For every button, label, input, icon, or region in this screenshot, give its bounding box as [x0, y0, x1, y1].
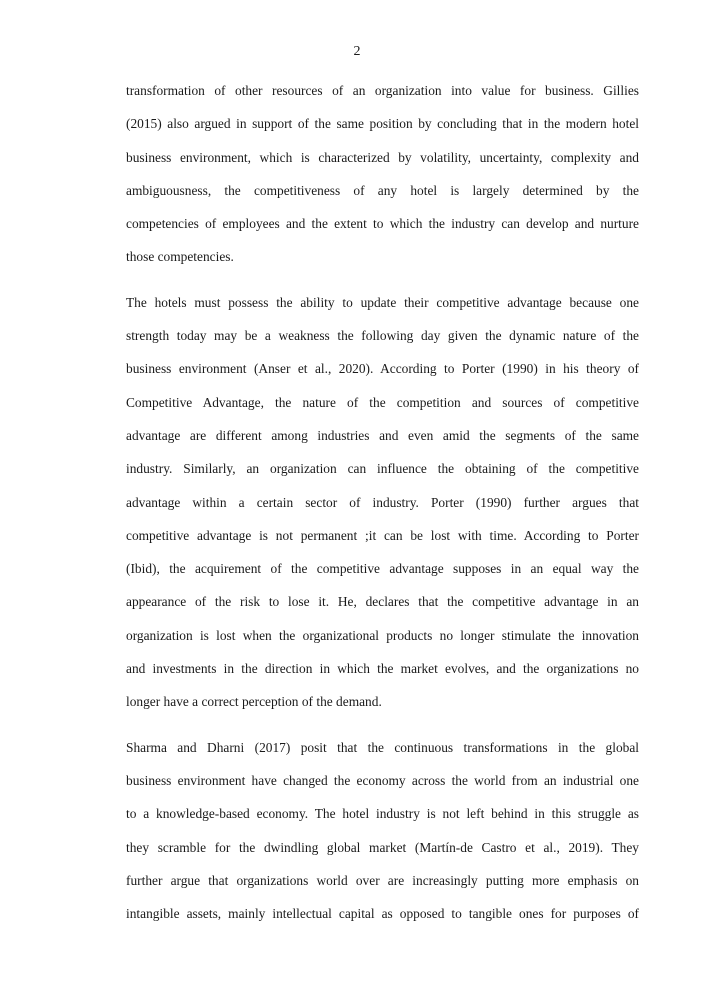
text-line: appearance of the risk to lose it. He, declares that the competitive advantage in an: [126, 594, 639, 610]
text-line: business environment have changed the economy across the world from an industrial one: [126, 772, 639, 788]
text-line: Sharma and Dharni (2017) posit that the continuous transformations in the global: [126, 739, 639, 755]
text-line: business environment (Anser et al., 2020). According to Porter (1990) in his theory of: [126, 361, 639, 377]
text-line: those competencies.: [126, 249, 234, 265]
text-line: Competitive Advantage, the nature of the competition and sources of competitive: [126, 394, 639, 410]
text-line: business environment, which is characterized by volatility, uncertainty, complexity and: [126, 149, 639, 165]
text-line: longer have a correct perception of the demand.: [126, 694, 382, 710]
text-line: they scramble for the dwindling global market (Martín-de Castro et al., 2019). They: [126, 839, 639, 855]
paragraph-2: [126, 290, 639, 723]
text-line: The hotels must possess the ability to update their competitive advantage because one: [126, 294, 639, 310]
document-body: [126, 78, 639, 946]
text-line: (2015) also argued in support of the same position by concluding that in the modern hotel: [126, 116, 639, 132]
paragraph-1: [126, 78, 639, 278]
text-line: advantage are different among industries and even amid the segments of the same: [126, 427, 639, 443]
text-line: ambiguousness, the competitiveness of any hotel is largely determined by the: [126, 182, 639, 198]
text-line: industry. Similarly, an organization can influence the obtaining of the competitive: [126, 461, 639, 477]
text-line: intangible assets, mainly intellectual capital as opposed to tangible ones for purposes of: [126, 906, 639, 922]
text-line: organization is lost when the organizational products no longer stimulate the innovation: [126, 627, 639, 643]
text-line: further argue that organizations world over are increasingly putting more emphasis on: [126, 872, 639, 888]
text-line: and investments in the direction in which the market evolves, and the organizations no: [126, 661, 639, 677]
text-line: competencies of employees and the extent to which the industry can develop and nurture: [126, 216, 639, 232]
text-line: advantage within a certain sector of industry. Porter (1990) further argues that: [126, 494, 639, 510]
page-number: 2: [353, 44, 361, 59]
text-line: to a knowledge-based economy. The hotel industry is not left behind in this struggle as: [126, 806, 639, 822]
text-line: (Ibid), the acquirement of the competitive advantage supposes in an equal way the: [126, 561, 639, 577]
paragraph-3: [126, 735, 639, 935]
text-line: competitive advantage is not permanent ;it can be lost with time. According to Porter: [126, 527, 639, 543]
text-line: strength today may be a weakness the following day given the dynamic nature of the: [126, 328, 639, 344]
text-line: transformation of other resources of an organization into value for business. Gillies: [126, 83, 639, 98]
